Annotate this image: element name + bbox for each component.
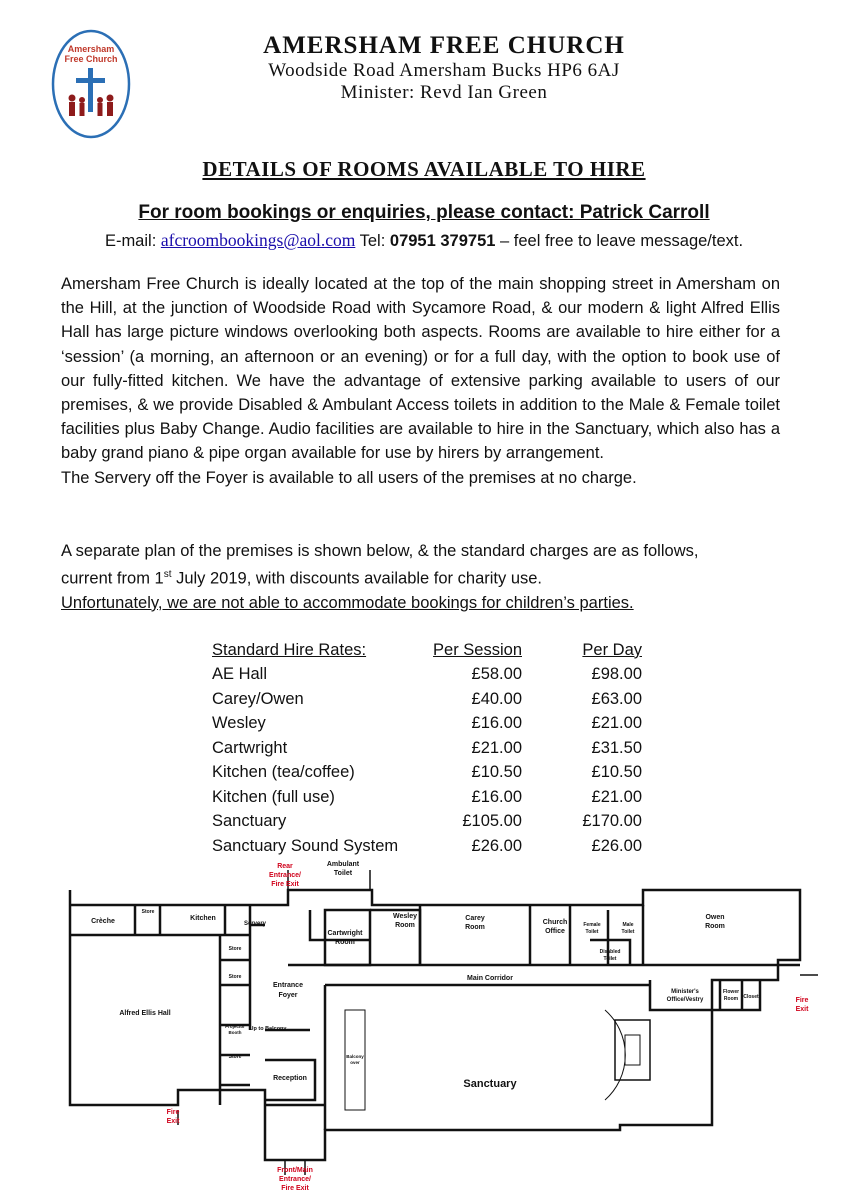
contact-heading: For room bookings or enquiries, please contact: Patrick Carroll	[138, 202, 710, 223]
intro-paragraph	[61, 272, 780, 490]
entrance-foyer-label-1: Entrance	[273, 982, 303, 989]
charges-line1: A separate plan of the premises is shown below, & the standard charges are as follows,	[61, 542, 699, 560]
tel-note: – feel free to leave message/text.	[495, 232, 744, 250]
ambulant-toilet-label-2: Toilet	[333, 870, 353, 877]
table-row: Wesley £16.00 £21.00	[212, 714, 642, 733]
projector-booth-label-2: Booth	[228, 1030, 242, 1035]
header-per-session: Per Session	[433, 640, 522, 659]
male-toilet-label-2: Toilet	[621, 929, 635, 935]
balcony-over-label-1: Balcony	[346, 1054, 364, 1059]
floor-plan-drawing	[60, 860, 820, 1190]
contact-line	[0, 230, 848, 251]
up-to-balcony-label: Up to Balcony	[249, 1026, 287, 1032]
entrance-foyer-label-2: Foyer	[278, 992, 298, 999]
balcony-over-label-2: over	[350, 1060, 360, 1065]
servery-label: Servery	[243, 921, 267, 927]
charges-line3: Unfortunately, we are not able to accommodate bookings for children’s parties.	[61, 593, 634, 612]
front-exit-3: Fire Exit	[281, 1185, 309, 1190]
projector-booth-label-1: Projector	[225, 1024, 245, 1029]
main-corridor-label: Main Corridor	[467, 975, 513, 982]
tel-number: 07951 379751	[389, 232, 496, 250]
store-label: Store	[141, 909, 155, 915]
table-row: Kitchen (tea/coffee) £10.50 £10.50	[212, 763, 642, 782]
church-address: Woodside Road Amersham Bucks HP6 6AJ	[268, 60, 620, 81]
female-toilet-label-2: Toilet	[585, 929, 599, 935]
sanctuary-label: Sanctuary	[463, 1078, 517, 1090]
alfred-ellis-hall-label: Alfred Ellis Hall	[119, 1010, 171, 1017]
store-label: Store	[228, 946, 242, 952]
flower-room-label-2: Room	[723, 996, 739, 1002]
carey-label-2: Room	[465, 924, 485, 931]
table-row: Sanctuary £105.00 £170.00	[212, 812, 642, 831]
ministers-office-label-2: Office/Vestry	[666, 997, 704, 1003]
front-exit-1: Front/Main	[277, 1167, 313, 1174]
fire-exit-right-2: Exit	[795, 1006, 809, 1013]
table-row: AE Hall £58.00 £98.00	[212, 665, 642, 684]
header-rate-name: Standard Hire Rates:	[212, 640, 367, 659]
logo-line2: Free Church	[64, 54, 118, 64]
rear-exit-label-1: Rear	[277, 863, 293, 870]
logo-line1: Amersham	[67, 44, 115, 54]
document-title: DETAILS OF ROOMS AVAILABLE TO HIRE	[202, 157, 646, 181]
table-row: Cartwright £21.00 £31.50	[212, 738, 642, 757]
table-row: Sanctuary Sound System £26.00 £26.00	[212, 836, 642, 855]
rates-header-row	[212, 638, 642, 663]
wesley-label-1: Wesley	[393, 913, 417, 920]
charges-line2: current from 1st July 2019, with discounts available for charity use.	[61, 569, 543, 588]
email-link[interactable]: afcroombookings@aol.com	[160, 230, 356, 250]
owen-label-2: Room	[705, 923, 725, 930]
fire-exit-left-2: Exit	[166, 1118, 180, 1125]
reception-label: Reception	[273, 1075, 307, 1082]
disabled-toilet-label-2: Toilet	[603, 956, 617, 962]
tel-label: Tel:	[355, 232, 390, 250]
store-label: Store	[228, 974, 242, 980]
owen-label-1: Owen	[705, 914, 725, 921]
store-label: Store	[228, 1054, 242, 1060]
wesley-label-2: Room	[395, 922, 415, 929]
ambulant-toilet-label-1: Ambulant	[326, 861, 360, 868]
disabled-toilet-label-1: Disabled	[599, 949, 621, 955]
cartwright-label-1: Cartwright	[327, 930, 363, 937]
email-label: E-mail:	[104, 232, 161, 250]
church-office-label-2: Office	[545, 928, 565, 935]
kitchen-label: Kitchen	[190, 915, 216, 922]
rates-table	[212, 638, 642, 859]
minister-line: Minister: Revd Ian Green	[340, 82, 548, 103]
front-exit-2: Entrance/	[279, 1176, 311, 1183]
cartwright-label-2: Room	[335, 939, 355, 946]
fire-exit-left-1: Fire	[166, 1109, 180, 1116]
church-office-label-1: Church	[542, 919, 568, 926]
charges-paragraph	[61, 539, 780, 615]
floor-plan	[60, 860, 820, 1190]
fire-exit-right-1: Fire	[795, 997, 809, 1004]
table-row: Carey/Owen £40.00 £63.00	[212, 689, 642, 708]
carey-label-1: Carey	[465, 915, 485, 922]
flower-room-label-1: Flower	[722, 989, 740, 995]
intro-last-line: The Servery off the Foyer is available to all users of the premises at no charge.	[61, 468, 637, 487]
header-per-day: Per Day	[582, 640, 642, 659]
rear-exit-label-2: Entrance/	[269, 872, 301, 879]
table-row: Kitchen (full use) £16.00 £21.00	[212, 787, 642, 806]
ministers-office-label-1: Minister's	[671, 989, 699, 995]
creche-label: Crèche	[91, 918, 115, 925]
rear-exit-label-3: Fire Exit	[271, 881, 299, 888]
intro-body: Amersham Free Church is ideally located at the top of the main shopping street in Amersham on the Hill, at the junction of Woodside Road with Sycamore Road, & our modern & light Alfred Ellis Hall has large picture windows overlooking both aspects. Rooms are available to hire either for a ‘session’ (a morning, an afternoon or an evening) or for a full day, with the option to book use of our fully-fitted kitchen. We have the advantage of extensive parking available to users of our premises, & we provide Disabled & Ambulant Access toilets in addition to the Male & Female toilet facilities plus Baby Change. Audio facilities are available to hire in the Sanctuary, which also has a baby grand piano & pipe organ available for use by hirers by arrangement.	[61, 275, 780, 463]
church-name: AMERSHAM FREE CHURCH	[263, 32, 625, 59]
closet-label: Closet	[743, 994, 759, 1000]
male-toilet-label-1: Male	[622, 922, 634, 928]
female-toilet-label-1: Female	[583, 922, 601, 928]
